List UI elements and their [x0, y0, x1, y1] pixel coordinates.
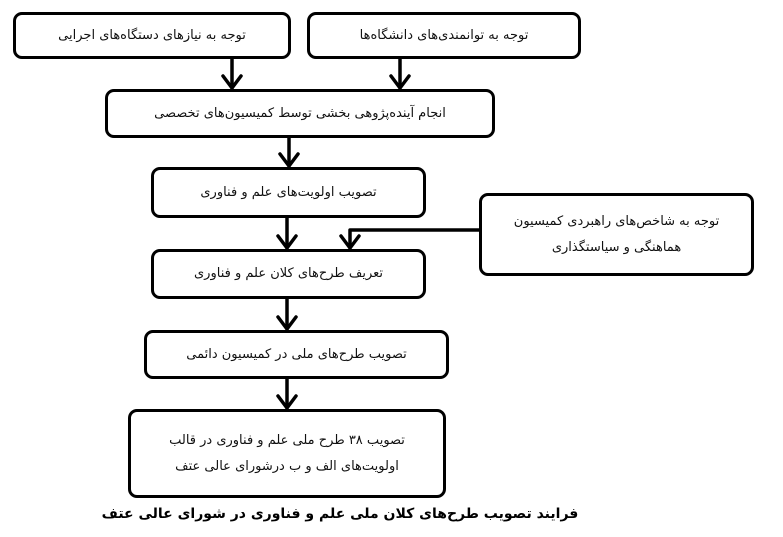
node-label: انجام آینده‌پژوهی بخشی توسط کمیسیون‌های تخصصی	[154, 105, 446, 121]
node-foresight	[105, 89, 495, 138]
node-final-approval	[128, 409, 446, 498]
node-label: تصویب اولویت‌های علم و فناوری	[200, 184, 377, 200]
node-approve-national-plans	[144, 330, 449, 379]
arrow-national-to-final	[278, 378, 296, 408]
node-label: اولویت‌های الف و ب درشورای عالی عتف	[175, 458, 399, 474]
node-label: تعریف طرح‌های کلان علم و فناوری	[194, 266, 384, 281]
arrow-foresight-to-priorities	[280, 137, 298, 166]
node-strategic-indicators	[479, 193, 754, 276]
arrow-needs-to-foresight	[223, 58, 241, 88]
arrow-capabilities-to-foresight	[391, 58, 409, 88]
node-label: هماهنگی و سیاستگذاری	[551, 239, 682, 255]
node-label: تصویب طرح‌های ملی در کمیسیون دائمی	[186, 346, 407, 362]
node-university-capabilities	[307, 12, 581, 59]
node-label: توجه به نیازهای دستگاه‌های اجرایی	[58, 27, 246, 43]
node-approve-priorities	[151, 167, 426, 218]
node-label: توجه به توانمندی‌های دانشگاه‌ها	[359, 27, 529, 43]
figure-caption: فرایند تصویب طرح‌های کلان ملی علم و فناوری در شورای عالی عتف	[101, 506, 579, 522]
node-define-grand-plans	[151, 249, 426, 299]
node-executive-needs	[13, 12, 291, 59]
arrow-indicators-to-define	[341, 230, 480, 248]
node-label: تصویب ۳۸ طرح ملی علم و فناوری در قالب	[169, 432, 405, 448]
arrow-define-to-national	[278, 298, 296, 329]
arrow-priorities-to-define	[278, 217, 296, 248]
node-label: توجه به شاخص‌های راهبردی کمیسیون	[513, 213, 720, 229]
